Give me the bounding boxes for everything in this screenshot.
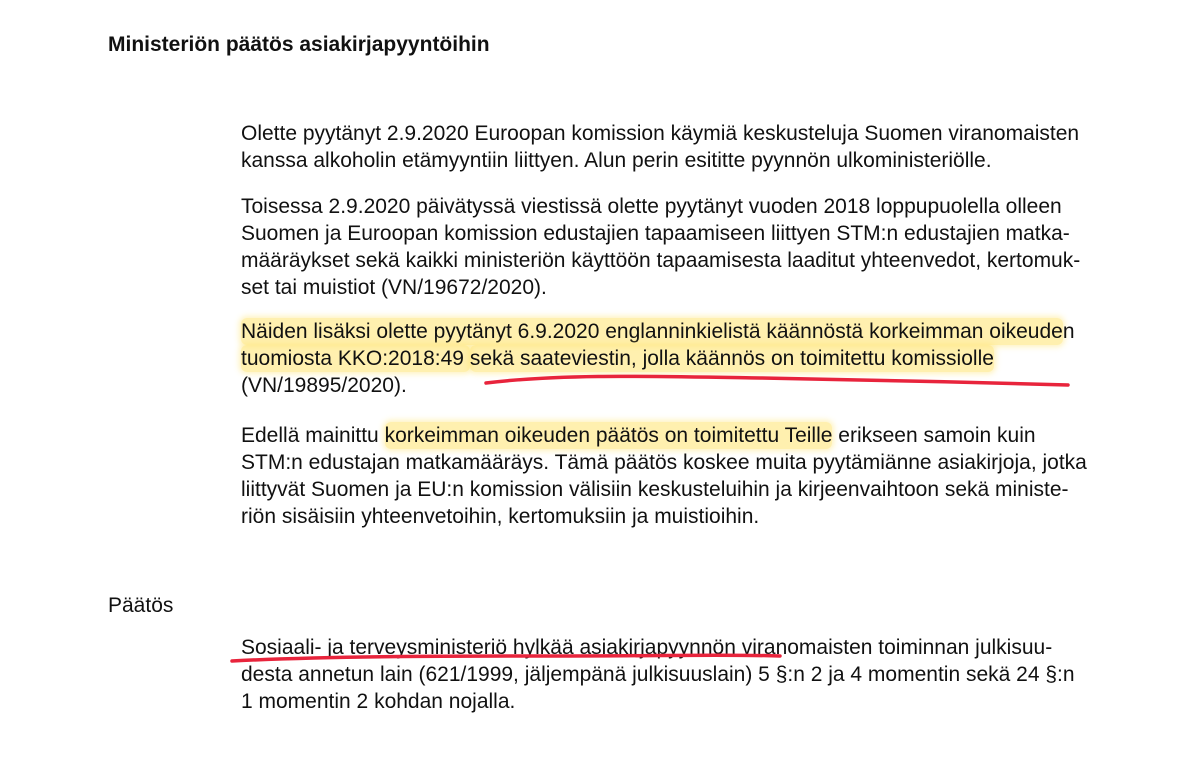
paragraph-request-3 (241, 318, 1141, 399)
paragraph-line: 1 momentin 2 kohdan nojalla. (241, 690, 516, 713)
paragraph-line (241, 318, 1141, 345)
highlighted-underlined-text: sekä saateviestin, jolla käännös on toimitettu komissiolle (469, 347, 994, 370)
highlighted-text: korkeimman oikeuden päätös on toimitettu Teille (384, 424, 833, 447)
plain-text: Edellä mainittu (241, 424, 385, 447)
paragraph-line: set tai muistiot (VN/19672/2020). (241, 276, 547, 299)
highlighted-text: Näiden lisäksi olette pyytänyt 6.9.2020 englanninkielistä käännöstä korkeimman oikeude (241, 320, 1063, 343)
plain-text: viranomaisten toiminnan julkisuu- (735, 636, 1053, 659)
paragraph-line: liittyvät Suomen ja EU:n komission välisiin keskusteluihin ja kirjeenvaihtoon sekä ministe- (241, 478, 1069, 501)
paragraph-line (241, 345, 1141, 372)
plain-text: n (1062, 320, 1075, 343)
paragraph-line: Toisessa 2.9.2020 päivätyssä viestissä olette pyytänyt vuoden 2018 loppupuolella olleen (241, 195, 1062, 218)
paragraph-line: desta annetun lain (621/1999, jäljempänä julkisuuslain) 5 §:n 2 ja 4 momentin sekä 24 §:n (241, 663, 1075, 686)
paragraph-decision (241, 634, 1141, 715)
underlined-text: Sosiaali- ja terveysministeriö hylkää asiakirjapyynnön (241, 636, 736, 659)
decision-heading: Päätös (108, 594, 174, 617)
paragraph-line: määräykset sekä kaikki ministeriön käyttöön tapaamisesta laaditut yhteenvedot, kertomuk- (241, 249, 1081, 272)
paragraph-request-2 (241, 193, 1141, 301)
paragraph-line: STM:n edustajan matkamääräys. Tämä päätös koskee muita pyytämiänne asiakirjoja, jotka (241, 451, 1087, 474)
paragraph-request-1 (241, 120, 1141, 174)
paragraph-line (241, 422, 1141, 449)
paragraph-line: (VN/19895/2020). (241, 374, 407, 397)
paragraph-line: Olette pyytänyt 2.9.2020 Euroopan komission käymiä keskusteluja Suomen viranomaisten (241, 122, 1080, 145)
paragraph-request-4 (241, 422, 1141, 530)
paragraph-line (241, 634, 1141, 661)
highlighted-text: tuomiosta KKO:2018:49 (241, 347, 470, 370)
paragraph-line: kanssa alkoholin etämyyntiin liittyen. Alun perin esititte pyynnön ulkoministeriölle. (241, 149, 992, 172)
paragraph-line: Suomen ja Euroopan komission edustajien tapaamiseen liittyen STM:n edustajien matka- (241, 222, 1070, 245)
document-title: Ministeriön päätös asiakirjapyyntöihin (108, 33, 490, 56)
plain-text: erikseen samoin kuin (832, 424, 1036, 447)
paragraph-line: riön sisäisiin yhteenvetoihin, kertomuksiin ja muistioihin. (241, 505, 760, 528)
